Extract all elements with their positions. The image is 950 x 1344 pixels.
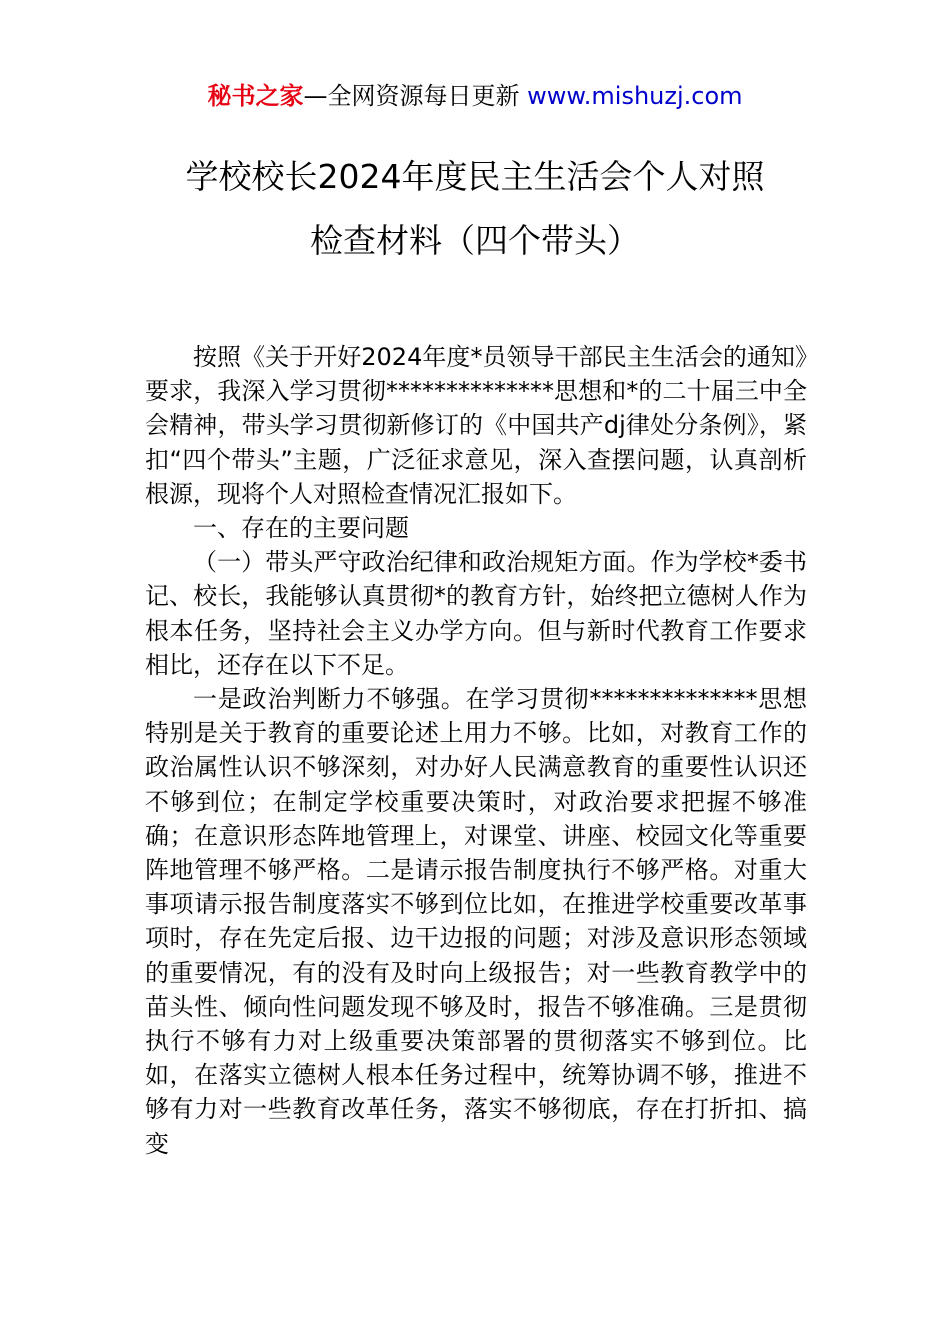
document-title: [145, 152, 805, 266]
document-body: [145, 340, 807, 1161]
title-line-2: 检查材料（四个带头）: [310, 221, 640, 260]
title-line-1: 学校校长2024年度民主生活会个人对照: [185, 157, 765, 196]
site-header: [0, 78, 950, 114]
site-url-link[interactable]: www.mishuzj.com: [527, 82, 743, 110]
subsection-paragraph-1: （一）带头严守政治纪律和政治规矩方面。作为学校*委书记、校长，我能够认真贯彻*的教育方针，始终把立德树人作为根本任务，坚持社会主义办学方向。但与新时代教育工作要求相比，还存在以下不足。: [145, 548, 807, 679]
issues-paragraph: 一是政治判断力不够强。在学习贯彻**************思想特别是关于教育的重要论述上用力不够。比如，对教育工作的政治属性认识不够深刻，对办好人民满意教育的重要性认识还不够到位；在制定学校重要决策时，对政治要求把握不够准确；在意识形态阵地管理上，对课堂、讲座、校园文化等重要阵地管理不够严格。二是请示报告制度执行不够严格。对重大事项请示报告制度落实不够到位比如，在推进学校重要改革事项时，存在先定后报、边干边报的问题；对涉及意识形态领域的重要情况，有的没有及时向上级报告；对一些教育教学中的苗头性、倾向性问题发现不够及时，报告不够准确。三是贯彻执行不够有力对上级重要决策部署的贯彻落实不够到位。比如，在落实立德树人根本任务过程中，统筹协调不够，推进不够有力对一些教育改革任务，落实不够彻底，存在打折扣、搞变: [145, 685, 807, 1158]
intro-paragraph: 按照《关于开好2024年度*员领导干部民主生活会的通知》要求，我深入学习贯彻**************思想和*的二十届三中全会精神，带头学习贯彻新修订的《中国共产dj律处分条例》，紧扣“四个带头”主题，广泛征求意见，深入查摆问题，认真剖析根源，现将个人对照检查情况汇报如下。: [145, 343, 807, 508]
site-tagline: —全网资源每日更新: [303, 82, 520, 110]
section-heading-1: 一、存在的主要问题: [193, 514, 409, 543]
site-brand: 秘书之家: [207, 82, 304, 110]
